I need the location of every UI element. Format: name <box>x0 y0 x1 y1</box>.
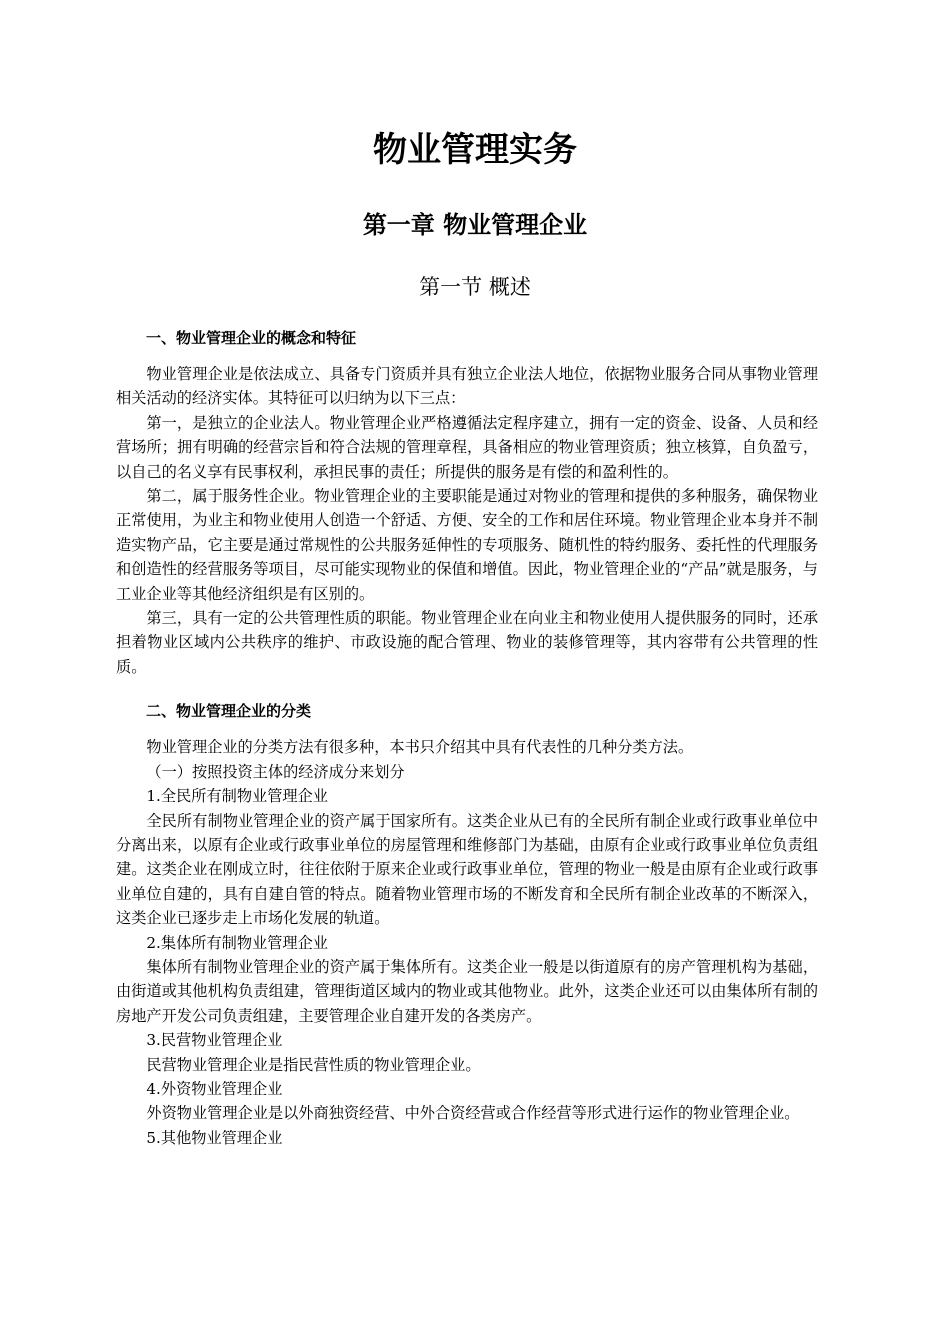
item-label: 3.民营物业管理企业 <box>146 1031 283 1050</box>
spacer <box>116 350 818 362</box>
item-text: 集体所有制物业管理企业的资产属于集体所有。这类企业一般是以街道原有的房产管理机构为基础，由街道或其他机构负责组建，管理街道区域内的物业或其他物业。此外，这类企业还可以由集体所有制的房地产开发公司负责组建，主要管理企业自建开发的各类房产。 <box>116 957 818 1025</box>
part2-intro: 物业管理企业的分类方法有很多种，本书只介绍其中具有代表性的几种分类方法。 <box>146 738 694 757</box>
part1-heading: 一、物业管理企业的概念和特征 <box>146 329 357 347</box>
document-title: 物业管理实务 <box>373 130 577 170</box>
part1-paragraph: 第一，是独立的企业法人。物业管理企业严格遵循法定程序建立，拥有一定的资金、设备、人员和经营场所；拥有明确的经营宗旨和符合法规的管理章程，具备相应的物业管理资质；独立核算，自负盈亏，以自己的名义享有民事权利，承担民事的责任；所提供的服务是有偿的和盈利性的。 <box>116 413 818 481</box>
item-label: 5.其他物业管理企业 <box>146 1128 283 1147</box>
item-label: 2.集体所有制物业管理企业 <box>146 933 328 952</box>
section-title: 第一节 概述 <box>419 275 531 299</box>
document-body <box>116 326 818 1150</box>
item-label: 1.全民所有制物业管理企业 <box>146 787 328 806</box>
chapter-title: 第一章 物业管理企业 <box>362 210 588 239</box>
spacer <box>116 723 818 735</box>
part1-paragraph: 第三，具有一定的公共管理性质的职能。物业管理企业在向业主和物业使用人提供服务的同时，还承担着物业区域内公共秩序的维护、市政设施的配合管理、物业的装修管理等，其内容带有公共管理的性质。 <box>116 609 818 676</box>
item-label: 4.外资物业管理企业 <box>146 1079 283 1098</box>
part1-paragraph: 第二，属于服务性企业。物业管理企业的主要职能是通过对物业的管理和提供的多种服务，确保物业正常使用，为业主和物业使用人创造一个舒适、方便、安全的工作和居住环境。物业管理企业本身并不制造实物产品，它主要是通过常规性的公共服务延伸性的专项服务、随机性的特约服务、委托性的代理服务和创造性的经营服务等项目，尽可能实现物业的保值和增值。因此，物业管理企业的“产品”就是服务，与工业企业等其他经济组织是有区别的。 <box>116 487 818 603</box>
part2-subheading: （一）按照投资主体的经济成分来划分 <box>146 762 405 781</box>
part2-heading: 二、物业管理企业的分类 <box>146 702 312 721</box>
item-text: 全民所有制物业管理企业的资产属于国家所有。这类企业从已有的全民所有制企业或行政事业单位中分离出来，以原有企业或行政事业单位的房屋管理和维修部门为基础，由原有企业或行政事业单位负责组建。这类企业在刚成立时，往往依附于原来企业或行政事业单位，管理的物业一般是由原有企业或行政事业单位自建的，具有自建自管的特点。随着物业管理市场的不断发育和全民所有制企业改革的不断深入，这类企业已逐步走上市场化发展的轨道。 <box>116 811 818 928</box>
part1-paragraph: 物业管理企业是依法成立、具备专门资质并具有独立企业法人地位，依据物业服务合同从事物业管理相关活动的经济实体。其特征可以归纳为以下三点： <box>116 365 818 408</box>
item-text: 外资物业管理企业是以外商独资经营、中外合资经营或合作经营等形式进行运作的物业管理企业。 <box>146 1104 800 1123</box>
item-text: 民营物业管理企业是指民营性质的物业管理企业。 <box>146 1055 481 1074</box>
spacer <box>116 679 818 699</box>
